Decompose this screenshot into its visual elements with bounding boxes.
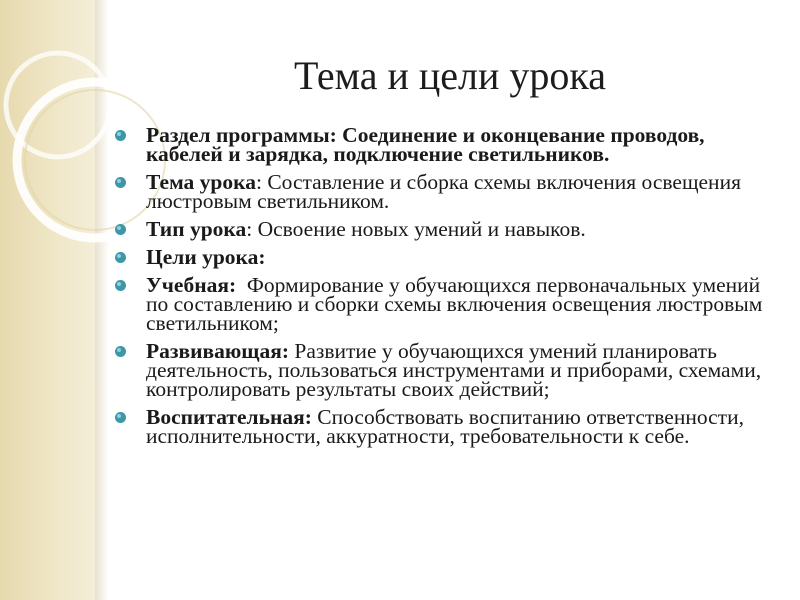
circle-bullet-icon	[114, 279, 127, 292]
item-label: Воспитательная:	[146, 405, 312, 429]
slide-title: Тема и цели урока	[294, 53, 606, 98]
item-label: Учебная:	[146, 273, 237, 297]
item-text: : Составление и сборка схемы включения освещения люстровым светильником.	[146, 170, 741, 213]
list-item	[114, 170, 774, 213]
circle-bullet-icon	[114, 176, 127, 189]
item-text: : Освоение новых умений и навыков.	[246, 217, 586, 241]
list-item	[114, 339, 774, 401]
list-item	[114, 273, 774, 335]
circle-bullet-icon	[114, 251, 127, 264]
circle-bullet-icon	[114, 223, 127, 236]
circle-bullet-icon	[114, 411, 127, 424]
item-label: Развивающая:	[146, 339, 290, 363]
item-text: Способствовать воспитанию ответственности, исполнительности, аккуратности, требовательности к себе.	[146, 405, 744, 448]
list-item	[114, 217, 774, 241]
item-label: Цели урока:	[146, 245, 266, 269]
item-text: Формирование у обучающихся первоначальных умений по составлению и сборки схемы включения освещения люстровым светильником;	[146, 273, 768, 335]
item-text: Развитие у обучающихся умений планировать деятельность, пользоваться инструментами и приборами, схемами, контролировать результаты своих действий;	[146, 339, 762, 401]
circle-bullet-icon	[114, 345, 127, 358]
item-label: Тема урока	[146, 170, 256, 194]
circle-bullet-icon	[114, 129, 127, 142]
slide-content	[114, 123, 774, 455]
list-item	[114, 405, 774, 448]
item-label: Раздел программы: Соединение и оконцевание проводов, кабелей и зарядка, подключение светильников.	[146, 123, 705, 166]
bullet-list	[114, 123, 774, 448]
list-item	[114, 123, 774, 166]
list-item	[114, 245, 774, 269]
item-label: Тип урока	[146, 217, 247, 241]
